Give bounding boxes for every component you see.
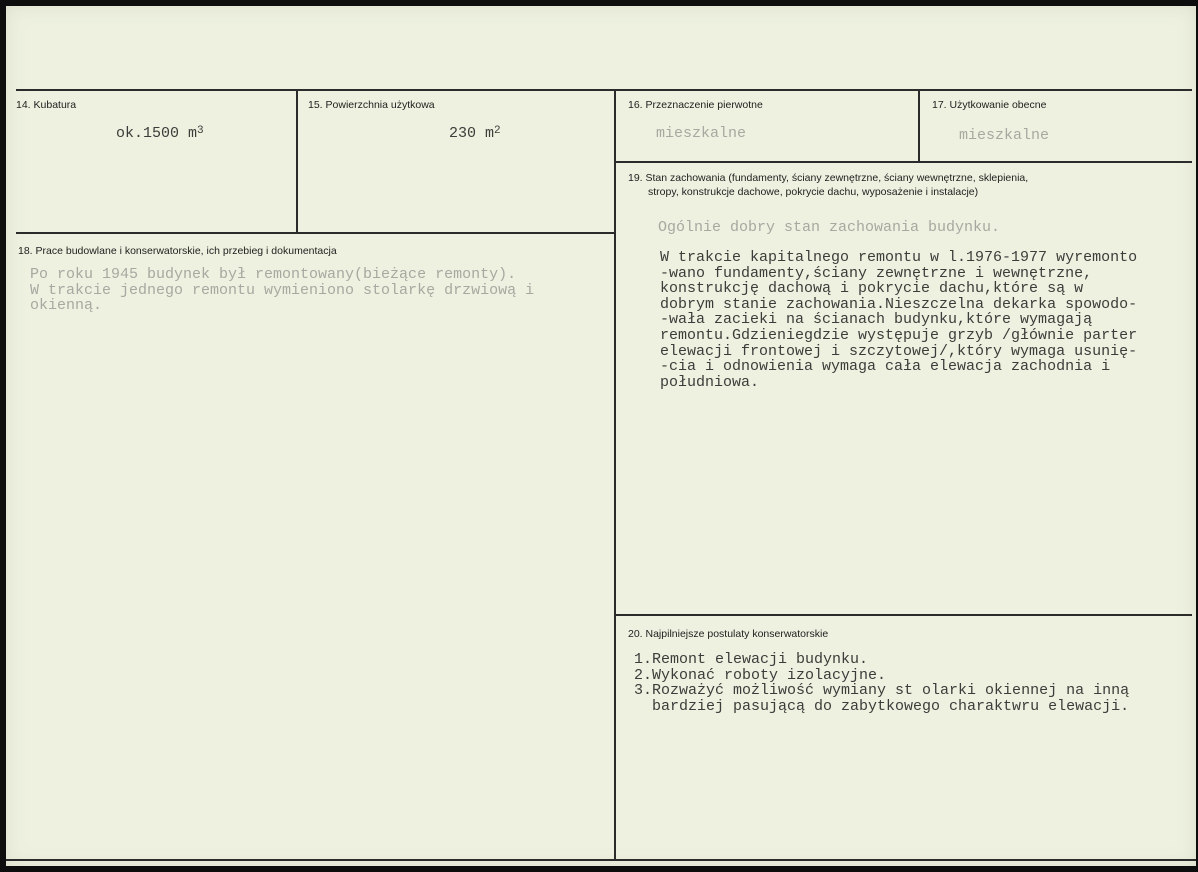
text-line: 1.Remont elewacji budynku. — [634, 651, 869, 668]
postulaty-text — [634, 652, 1129, 714]
text-line: W trakcie kapitalnego remontu w l.1976-1977 wyremonto — [660, 249, 1138, 266]
text-line: Po roku 1945 budynek był remontowany(bieżące remonty). — [30, 266, 517, 283]
divider-v-f14-f15 — [296, 89, 298, 234]
divider-v-center — [614, 89, 616, 861]
przeznaczenie-label: 16. Przeznaczenie pierwotne — [628, 99, 763, 111]
divider-row1-left — [16, 232, 616, 234]
powierzchnia-unit-exponent: 2 — [494, 125, 501, 137]
kubatura-unit-exponent: 3 — [197, 125, 204, 137]
stan-zachowania-label-line2: stropy, konstrukcje dachowe, pokrycie dachu, wyposażenie i instalacje) — [648, 186, 979, 198]
text-line: remontu.Gdzieniegdzie występuje grzyb /głównie parter — [660, 326, 1138, 344]
text-line: dobrym stanie zachowania.Nieszczelna dekarka spowodo- — [660, 295, 1138, 313]
stan-zachowania-text — [660, 250, 1137, 390]
uzytkowanie-value: mieszkalne — [959, 127, 1050, 144]
powierzchnia-number: 230 m — [449, 125, 495, 142]
text-line: -wano fundamenty,ściany zewnętrzne i wewnętrzne, — [660, 264, 1093, 282]
text-line: -cia i odnowienia wymaga cała elewacja zachodnia i — [660, 358, 1111, 376]
stan-zachowania-label-line1: 19. Stan zachowania (fundamenty, ściany zewnętrzne, ściany wewnętrzne, sklepienia, — [628, 172, 1029, 184]
kubatura-number: ok.1500 m — [116, 125, 198, 142]
divider-bottom — [6, 859, 1196, 861]
divider-v-f16-f17 — [918, 89, 920, 163]
text-line: W trakcie jednego remontu wymieniono stolarkę drzwiową i — [30, 281, 535, 299]
prace-budowlane-text — [30, 267, 534, 314]
divider-row1-right — [616, 161, 1192, 163]
divider-f20 — [616, 614, 1192, 616]
postulaty-label: 20. Najpilniejsze postulaty konserwatorskie — [628, 628, 829, 640]
text-line: okienną. — [30, 297, 103, 315]
text-line: elewacji frontowej i szczytowej/,który wymaga usunię- — [660, 342, 1138, 360]
kubatura-label: 14. Kubatura — [16, 99, 77, 111]
przeznaczenie-value: mieszkalne — [656, 125, 747, 142]
stan-zachowania-intro: Ogólnie dobry stan zachowania budynku. — [658, 219, 1001, 236]
kubatura-value — [116, 126, 204, 142]
text-line: konstrukcję dachową i pokrycie dachu,które są w — [660, 280, 1084, 298]
uzytkowanie-label: 17. Użytkowanie obecne — [932, 99, 1047, 111]
text-line: 2.Wykonać roboty izolacyjne. — [634, 666, 887, 684]
text-line: -wała zacieki na ścianach budynku,które wymagają — [660, 311, 1093, 329]
text-line: 3.Rozważyć możliwość wymiany st olarki okiennej na inną — [634, 682, 1130, 700]
prace-budowlane-label: 18. Prace budowlane i konserwatorskie, ich przebieg i dokumentacja — [18, 245, 337, 257]
powierzchnia-label: 15. Powierzchnia użytkowa — [308, 99, 435, 111]
text-line: bardziej pasującą do zabytkowego charaktwru elewacji. — [634, 697, 1130, 715]
divider-top — [16, 89, 1192, 91]
powierzchnia-value — [449, 126, 501, 142]
text-line: południowa. — [660, 373, 760, 391]
record-card — [6, 6, 1196, 866]
